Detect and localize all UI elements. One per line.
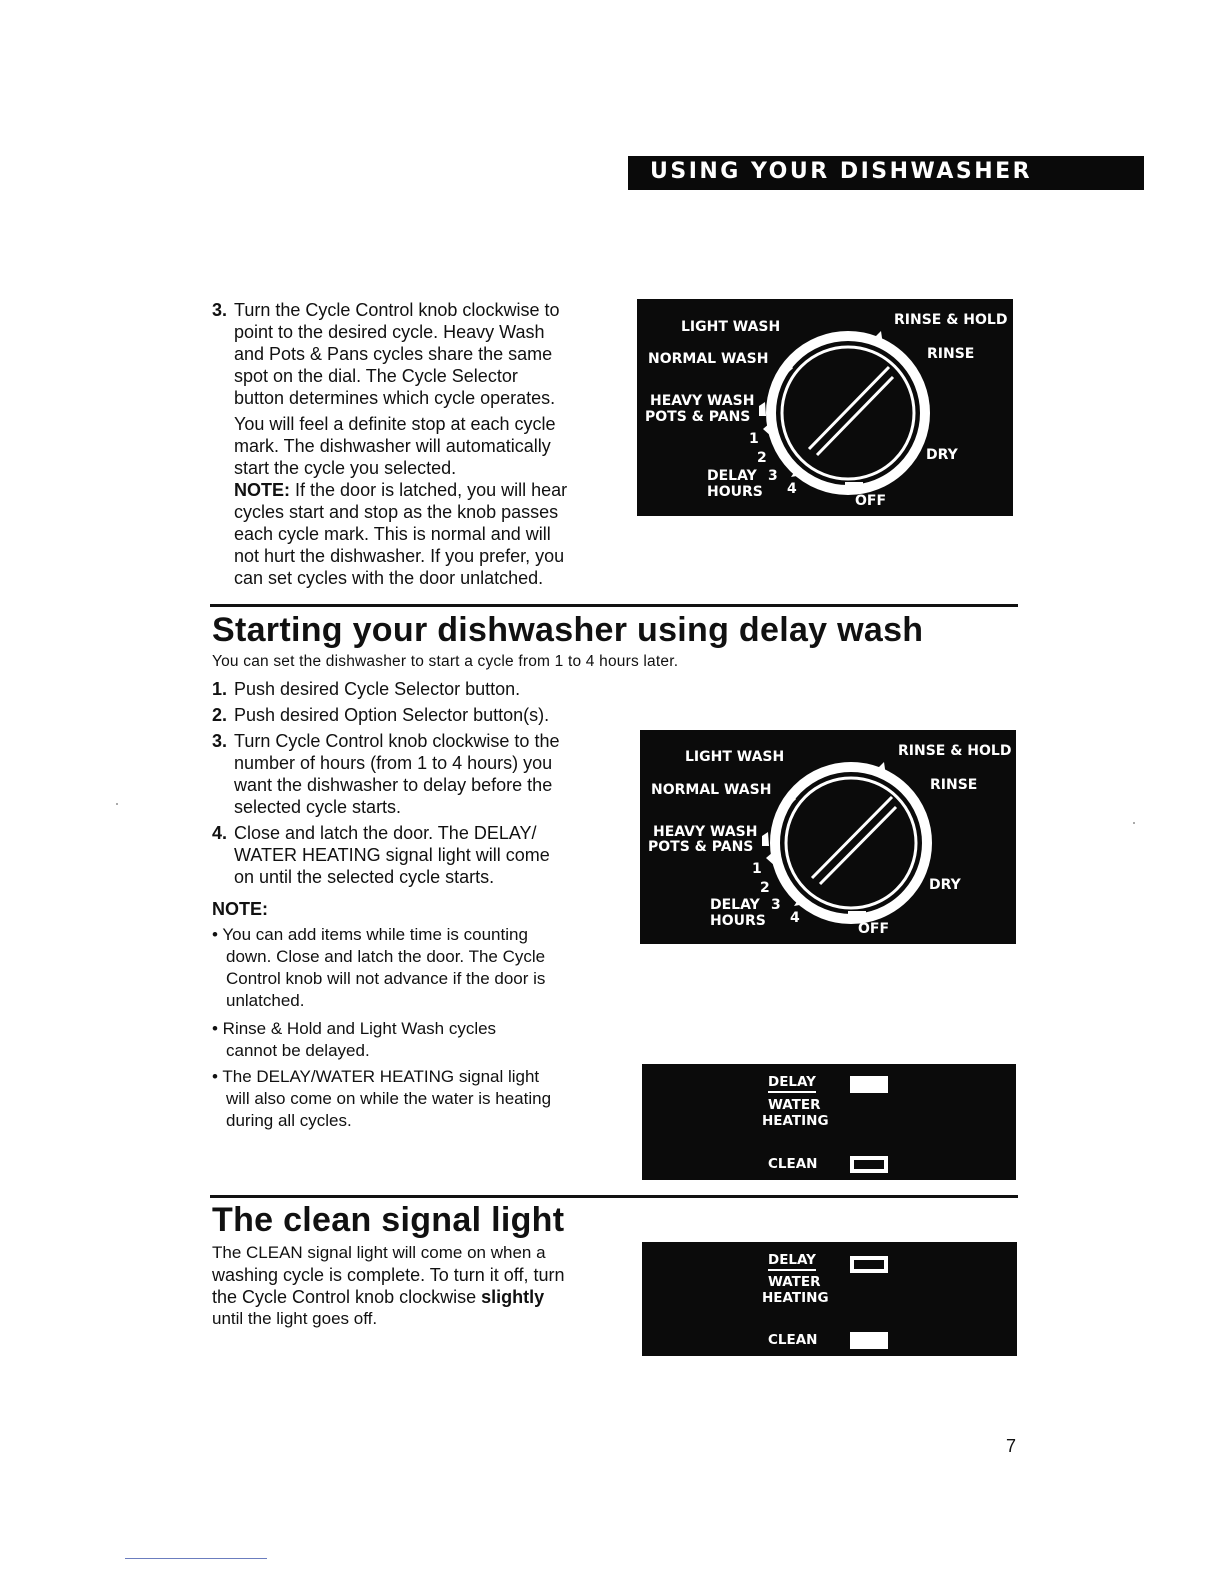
- section-divider: [210, 1195, 1018, 1198]
- note-bullet-3: [212, 1066, 551, 1132]
- step-4-text: [234, 822, 550, 888]
- cycle-dial-panel-delay: [640, 730, 1016, 944]
- page-number: 7: [1006, 1436, 1017, 1456]
- step-3-number: 3.: [212, 731, 228, 751]
- note-label: NOTE:: [234, 480, 290, 500]
- dial-label-dry: DRY: [929, 877, 961, 893]
- dial-label-heavy-wash: HEAVY WASH: [653, 824, 758, 840]
- dial-label-1: 1: [749, 431, 759, 447]
- delay-light-off-indicator: [850, 1256, 888, 1273]
- text-line: Turn the Cycle Control knob clockwise to: [234, 300, 560, 320]
- note-bullet-2: [212, 1018, 496, 1062]
- clean-light-off-indicator: [850, 1156, 888, 1173]
- signal-label-delay: DELAY: [768, 1074, 816, 1093]
- signal-label-water: WATER: [768, 1274, 821, 1290]
- step-4-number: 4.: [212, 823, 228, 843]
- text-line: down. Close and latch the door. The Cycle: [226, 947, 546, 966]
- signal-label-clean: CLEAN: [768, 1156, 818, 1172]
- text-line: • The DELAY/WATER HEATING signal light: [212, 1067, 540, 1086]
- note-bullet-1: [212, 924, 545, 1012]
- text-line: the Cycle Control knob clockwise: [212, 1287, 482, 1307]
- clean-light-on-indicator: [850, 1332, 888, 1349]
- signal-label-heating: HEATING: [762, 1113, 829, 1129]
- step-1-number: 1.: [212, 679, 228, 699]
- dial-label-dry: DRY: [926, 447, 958, 463]
- text-line: Close and latch the door. The DELAY/: [234, 823, 537, 843]
- dial-label-light-wash: LIGHT WASH: [685, 749, 785, 765]
- text-line: can set cycles with the door unlatched.: [234, 568, 544, 588]
- step-1-text: Push desired Cycle Selector button.: [234, 679, 521, 699]
- step-2-number: 2.: [212, 705, 228, 725]
- text-line: cannot be delayed.: [226, 1041, 370, 1060]
- text-line: number of hours (from 1 to 4 hours) you: [234, 753, 553, 773]
- text-line: will also come on while the water is heating: [226, 1089, 552, 1108]
- signal-label-clean: CLEAN: [768, 1332, 818, 1348]
- signal-label-delay: DELAY: [768, 1252, 816, 1271]
- dial-label-2: 2: [757, 450, 767, 466]
- text-line: You will feel a definite stop at each cycle: [234, 414, 556, 434]
- signal-light-panel-clean: [642, 1242, 1017, 1356]
- text-line: The CLEAN signal light will come on when a: [212, 1243, 546, 1262]
- text-line: until the light goes off.: [212, 1309, 378, 1328]
- text-line: point to the desired cycle. Heavy Wash: [234, 322, 545, 342]
- text-line: • Rinse & Hold and Light Wash cycles: [212, 1019, 497, 1038]
- dial-label-rinse-hold: RINSE & HOLD: [898, 743, 1012, 759]
- dial-label-normal-wash: NORMAL WASH: [651, 782, 772, 798]
- signal-label-heating: HEATING: [762, 1290, 829, 1306]
- text-line: button determines which cycle operates.: [234, 388, 556, 408]
- dial-label-2: 2: [760, 880, 770, 896]
- step-3-text: [234, 730, 559, 818]
- text-line: cycles start and stop as the knob passes: [234, 502, 559, 522]
- dial-label-delay: DELAY: [707, 468, 757, 484]
- text-line: each cycle mark. This is normal and will: [234, 524, 551, 544]
- note-text: If the door is latched, you will hear: [295, 480, 568, 500]
- text-line: on until the selected cycle starts.: [234, 867, 495, 887]
- delay-section-intro: You can set the dishwasher to start a cycle from 1 to 4 hours later.: [212, 653, 679, 670]
- section-banner-title: USING YOUR DISHWASHER: [650, 159, 1033, 184]
- dial-label-light-wash: LIGHT WASH: [681, 319, 781, 335]
- text-line: Turn Cycle Control knob clockwise to the: [234, 731, 560, 751]
- dial-label-1: 1: [752, 861, 762, 877]
- text-line: washing cycle is complete. To turn it off, turn: [212, 1265, 565, 1285]
- text-line: WATER HEATING signal light will come: [234, 845, 550, 865]
- note-line-first: [234, 479, 567, 501]
- dial-label-delay: DELAY: [710, 897, 760, 913]
- scan-speck: [1133, 822, 1135, 824]
- dial-label-normal-wash: NORMAL WASH: [648, 351, 769, 367]
- signal-label-water: WATER: [768, 1097, 821, 1113]
- dial-label-3: 3: [768, 468, 778, 484]
- text-line: • You can add items while time is counting: [212, 925, 528, 944]
- footer-line: [125, 1558, 267, 1559]
- dial-label-rinse: RINSE: [927, 346, 975, 362]
- dial-label-4: 4: [787, 481, 797, 497]
- dial-label-off: OFF: [858, 921, 890, 937]
- dial-label-hours: HOURS: [710, 913, 766, 929]
- text-line: unlatched.: [226, 991, 305, 1010]
- dial-label-3: 3: [771, 897, 781, 913]
- note-heading: NOTE:: [212, 899, 268, 919]
- clean-section-title: The clean signal light: [212, 1201, 565, 1239]
- step-3-number: 3.: [212, 300, 228, 320]
- dial-label-rinse-hold: RINSE & HOLD: [894, 312, 1008, 328]
- step-2-text: Push desired Option Selector button(s).: [234, 705, 550, 725]
- text-line: mark. The dishwasher will automatically: [234, 436, 551, 456]
- text-line: and Pots & Pans cycles share the same: [234, 344, 553, 364]
- text-line: start the cycle you selected.: [234, 458, 457, 478]
- text-line-with-bold: [212, 1286, 565, 1308]
- delay-light-on-indicator: [850, 1076, 888, 1093]
- dial-label-hours: HOURS: [707, 484, 763, 500]
- text-line: selected cycle starts.: [234, 797, 402, 817]
- text-line: want the dishwasher to delay before the: [234, 775, 553, 795]
- text-line: Control knob will not advance if the door is: [226, 969, 546, 988]
- text-line: during all cycles.: [226, 1111, 352, 1130]
- scan-speck: [116, 803, 118, 805]
- signal-light-panel-delay: [642, 1064, 1016, 1180]
- dial-label-4: 4: [790, 910, 800, 926]
- dial-label-pots-pans: POTS & PANS: [645, 409, 751, 425]
- step-3-text-a: [234, 299, 559, 409]
- dial-label-heavy-wash: HEAVY WASH: [650, 393, 755, 409]
- text-line: not hurt the dishwasher. If you prefer, you: [234, 546, 565, 566]
- delay-section-title: Starting your dishwasher using delay wash: [212, 611, 924, 649]
- step-3-text-b: [234, 413, 567, 589]
- section-divider: [210, 604, 1018, 607]
- clean-section-body: [212, 1242, 565, 1330]
- dial-label-rinse: RINSE: [930, 777, 978, 793]
- text-line: spot on the dial. The Cycle Selector: [234, 366, 518, 386]
- dial-label-off: OFF: [855, 493, 887, 509]
- emphasis-text: slightly: [481, 1287, 545, 1307]
- section-banner: [628, 156, 1144, 190]
- cycle-dial-panel: [637, 299, 1013, 516]
- dial-label-pots-pans: POTS & PANS: [648, 839, 754, 855]
